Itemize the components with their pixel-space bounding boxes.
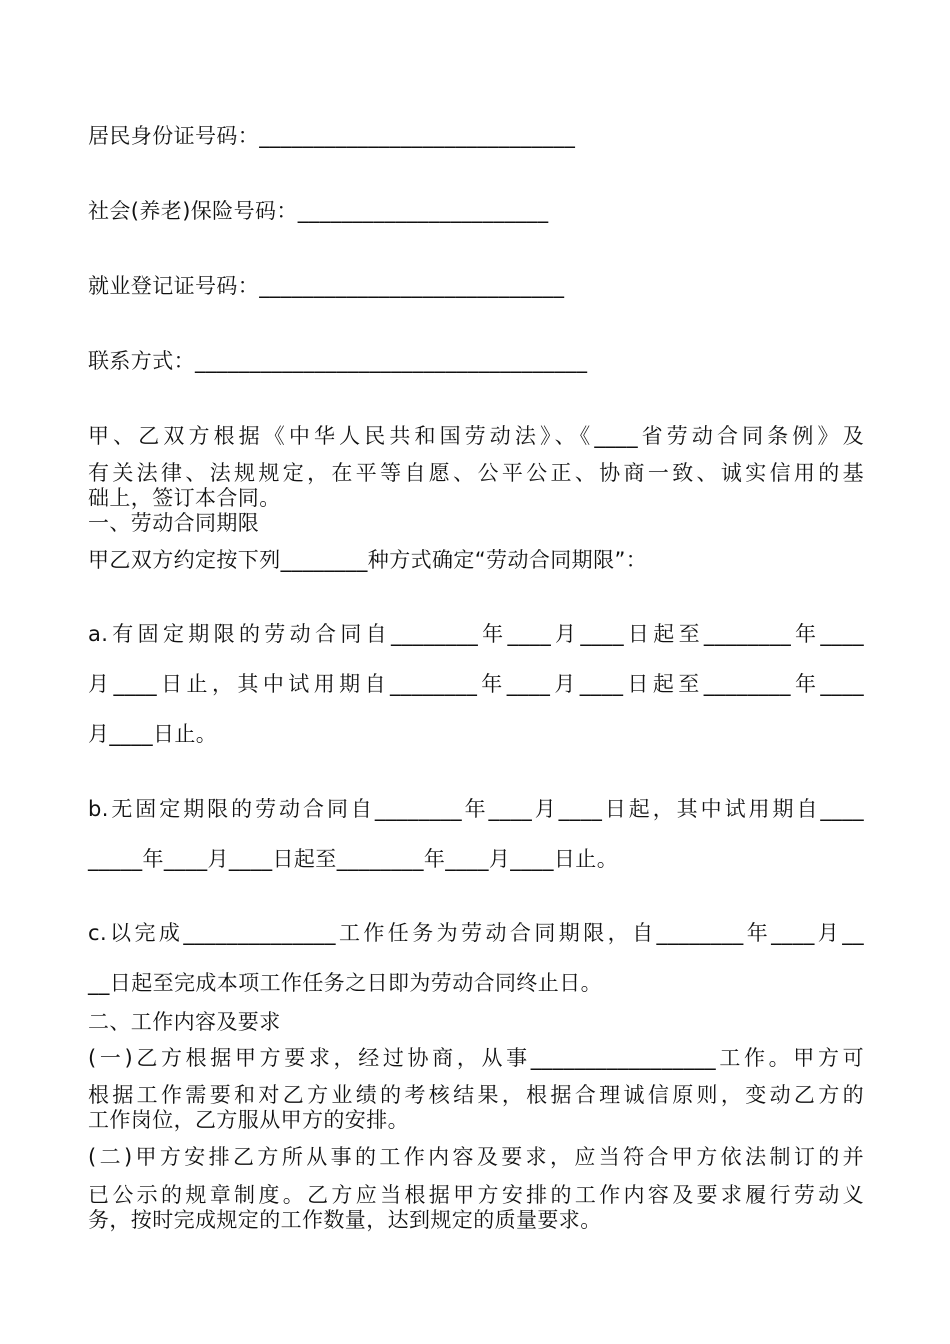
- preamble-line-1: 甲、乙双方根据《中华人民共和国劳动法》、《____省劳动合同条例》及: [88, 424, 864, 448]
- clause-b-line-2: _____年____月____日起至________年____月____日止。: [88, 847, 619, 871]
- employment-registration-field: 就业登记证号码：____________________________: [88, 274, 565, 298]
- clause-a-line-1: a.有固定期限的劳动合同自________年____月____日起至________年____: [88, 622, 864, 646]
- id-number-field: 居民身份证号码：_____________________________: [88, 124, 576, 148]
- section-2-para-1-line-1: (一)乙方根据甲方要求，经过协商，从事_________________工作。甲方可: [88, 1046, 864, 1070]
- clause-c-line-2: __日起至完成本项工作任务之日即为劳动合同终止日。: [88, 971, 602, 995]
- section-1-intro: 甲乙双方约定按下列________种方式确定“劳动合同期限”：: [88, 548, 648, 572]
- clause-c-line-1: c.以完成______________工作任务为劳动合同期限，自________年____月__: [88, 921, 864, 945]
- section-2-para-1-line-2: 根据工作需要和对乙方业绩的考核结果，根据合理诚信原则，变动乙方的: [88, 1083, 864, 1107]
- preamble-line-2: 有关法律、法规规定，在平等自愿、公平公正、协商一致、诚实信用的基: [88, 461, 864, 485]
- contact-field: 联系方式：____________________________________: [88, 349, 588, 373]
- section-2-heading: 二、工作内容及要求: [88, 1010, 281, 1034]
- section-2-para-2-line-1: (二)甲方安排乙方所从事的工作内容及要求，应当符合甲方依法制订的并: [88, 1145, 864, 1169]
- clause-a-line-2: 月____日止，其中试用期自________年____月____日起至________年____: [88, 672, 864, 696]
- section-2-para-2-line-2: 已公示的规章制度。乙方应当根据甲方安排的工作内容及要求履行劳动义: [88, 1183, 864, 1207]
- social-insurance-field: 社会(养老)保险号码：_______________________: [88, 199, 549, 223]
- clause-a-line-3: 月____日止。: [88, 722, 218, 746]
- section-2-para-1-line-3: 工作岗位，乙方服从甲方的安排。: [88, 1108, 409, 1132]
- clause-b-line-1: b.无固定期限的劳动合同自________年____月____日起，其中试用期自____: [88, 797, 864, 821]
- section-2-para-2-line-3: 务，按时完成规定的工作数量，达到规定的质量要求。: [88, 1208, 602, 1232]
- preamble-line-3: 础上，签订本合同。: [88, 486, 281, 510]
- section-1-heading: 一、劳动合同期限: [88, 511, 260, 535]
